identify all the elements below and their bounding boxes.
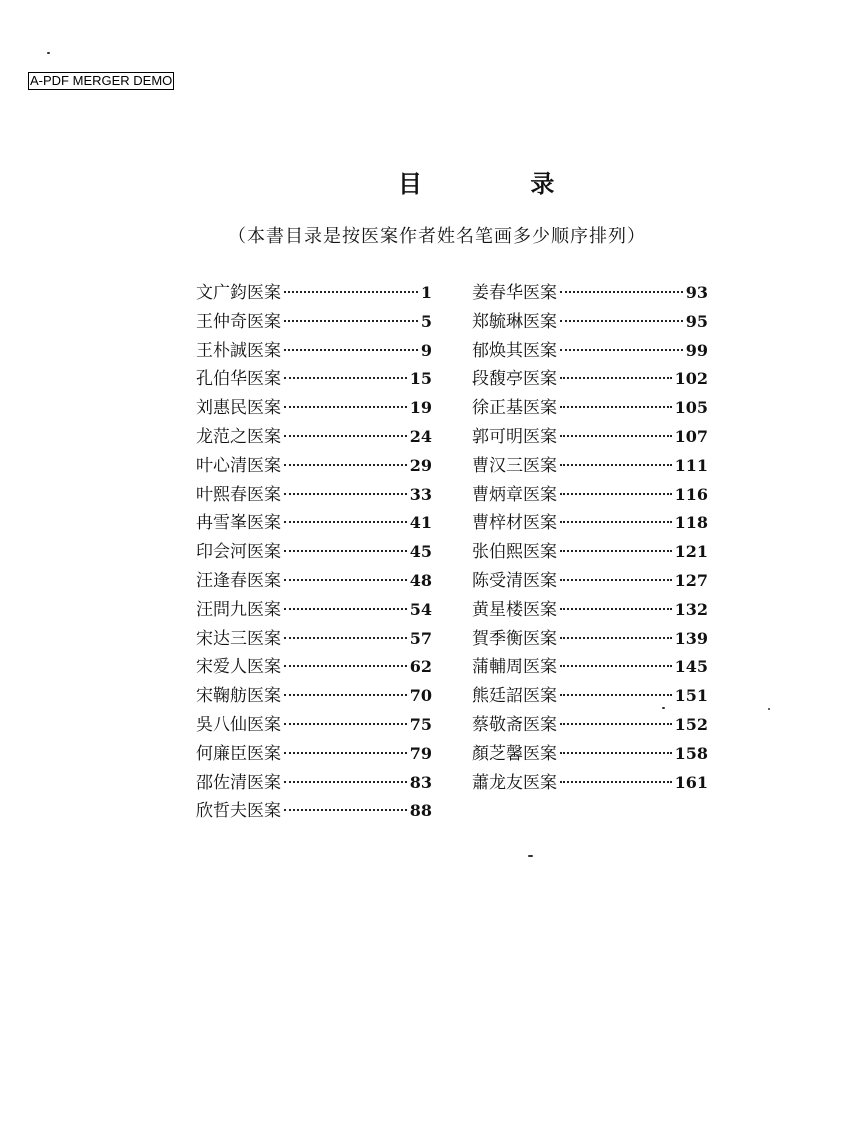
toc-entry (472, 538, 708, 567)
toc-entry-leader (284, 780, 407, 783)
toc-entry (196, 394, 432, 423)
toc-entry-page: 111 (674, 455, 708, 475)
toc-entry-leader (560, 578, 672, 581)
toc-entry-page: 1 (420, 283, 432, 302)
toc-entry (472, 625, 708, 654)
toc-entry (196, 481, 432, 510)
toc-entry-page: 161 (674, 772, 708, 792)
toc-entry (196, 567, 432, 596)
toc-entry (196, 423, 432, 452)
toc-entry-leader (560, 348, 683, 351)
toc-entry (196, 452, 432, 481)
toc-entry-name: 曹梓材医案 (472, 513, 557, 534)
toc-entry-leader (560, 376, 672, 379)
toc-entry-name: 叶心清医案 (196, 455, 281, 476)
toc-entry (472, 567, 708, 596)
toc-entry-page: 105 (674, 398, 708, 418)
toc-entry-page: 54 (409, 599, 432, 619)
toc-entry-name: 郁焕其医案 (472, 340, 557, 361)
toc-entry-page: 5 (420, 311, 432, 331)
toc-entry-leader (284, 319, 418, 322)
toc-entry-leader (560, 693, 672, 696)
toc-entry-name: 王仲奇医案 (196, 311, 281, 332)
toc-entry (472, 682, 708, 711)
toc-entry-name: 文广鈞医案 (196, 283, 281, 303)
toc-entry-leader (560, 405, 672, 408)
page-title: 目 录 (398, 169, 605, 198)
toc-entry (196, 308, 432, 337)
toc-entry-page: 41 (409, 513, 432, 533)
toc-entry (472, 452, 708, 481)
toc-entry-leader (284, 664, 407, 667)
toc-entry-leader (560, 319, 683, 322)
toc-entry-page: 99 (685, 340, 708, 360)
toc-entry-page: 79 (409, 743, 432, 763)
toc-entry (196, 653, 432, 682)
toc-entry-name: 宋达三医案 (196, 628, 281, 649)
toc-entry (472, 509, 708, 538)
toc-entry-leader (284, 607, 407, 610)
toc-entry-leader (560, 751, 672, 754)
toc-entry-name: 冉雪峯医案 (196, 513, 281, 534)
toc-entry (196, 740, 432, 769)
toc-entry-page: 95 (685, 311, 708, 331)
toc-entry-name: 汪逢春医案 (196, 570, 281, 591)
toc-entry-name: 叶熙春医案 (196, 484, 281, 505)
toc-entry-name: 张伯熙医案 (472, 542, 557, 563)
toc-entry (472, 711, 708, 740)
toc-left-column (196, 279, 432, 826)
toc-entry-page: 121 (674, 542, 708, 562)
toc-entry-name: 黄星楼医案 (472, 599, 557, 620)
toc-entry-page: 19 (409, 398, 432, 418)
toc-entry-page: 33 (409, 484, 432, 504)
toc-right-column (472, 279, 708, 797)
toc-entry-page: 62 (409, 657, 432, 677)
toc-entry (196, 711, 432, 740)
toc-entry-name: 何廉臣医案 (196, 743, 281, 764)
toc-entry-leader (560, 780, 672, 783)
toc-entry-page: 116 (674, 484, 708, 504)
toc-entry (472, 279, 708, 308)
toc-entry-page: 102 (674, 369, 708, 389)
toc-entry-leader (284, 520, 407, 523)
toc-entry-leader (560, 607, 672, 610)
toc-entry-name: 徐正基医案 (472, 398, 557, 419)
toc-entry-name: 欣哲夫医案 (196, 801, 281, 822)
toc-entry-page: 152 (674, 714, 708, 734)
toc-entry (196, 279, 432, 308)
toc-entry (472, 365, 708, 394)
toc-entry-leader (284, 348, 418, 351)
toc-entry (472, 481, 708, 510)
toc-entry-leader (284, 751, 407, 754)
toc-entry-page: 151 (674, 686, 708, 706)
toc-entry-leader (284, 376, 407, 379)
toc-entry-page: 127 (674, 570, 708, 590)
toc-entry-leader (284, 636, 407, 639)
toc-entry-page: 132 (674, 599, 708, 619)
toc-entry-leader (560, 520, 672, 523)
toc-entry-leader (284, 578, 407, 581)
toc-entry-name: 邵佐清医案 (196, 772, 281, 793)
toc-entry-page: 158 (674, 743, 708, 763)
toc-entry-leader (284, 722, 407, 725)
toc-entry-page: 93 (685, 283, 708, 302)
toc-entry (196, 682, 432, 711)
toc-entry-name: 龙范之医案 (196, 426, 281, 447)
toc-entry (196, 797, 432, 826)
toc-entry-name: 陈受清医案 (472, 570, 557, 591)
scan-speck (768, 708, 770, 710)
toc-entry-page: 15 (409, 369, 432, 389)
toc-entry-leader (284, 492, 407, 495)
toc-entry (196, 337, 432, 366)
toc-entry-name: 宋鞠舫医案 (196, 686, 281, 707)
toc-entry-page: 83 (409, 772, 432, 792)
toc-entry-page: 75 (409, 714, 432, 734)
toc-entry-page: 88 (409, 801, 432, 821)
toc-entry-page: 29 (409, 455, 432, 475)
toc-entry (196, 596, 432, 625)
toc-entry-name: 姜春华医案 (472, 283, 557, 303)
scan-speck (528, 855, 533, 857)
toc-entry (196, 538, 432, 567)
scan-speck (662, 707, 665, 709)
page-subtitle: （本書目录是按医案作者姓名笔画多少顺序排列） (228, 226, 646, 247)
toc-entry (196, 625, 432, 654)
toc-entry-page: 139 (674, 628, 708, 648)
toc-entry (472, 653, 708, 682)
toc-entry (472, 596, 708, 625)
scan-speck (47, 52, 50, 54)
toc-entry-leader (284, 290, 418, 293)
toc-entry-page: 45 (409, 542, 432, 562)
toc-entry-leader (284, 405, 407, 408)
toc-entry-leader (284, 693, 407, 696)
toc-entry-leader (560, 664, 672, 667)
toc-entry-leader (560, 463, 672, 466)
toc-entry-page: 145 (674, 657, 708, 677)
toc-entry-name: 印会河医案 (196, 542, 281, 563)
toc-entry-name: 曹汉三医案 (472, 455, 557, 476)
toc-entry (472, 769, 708, 798)
toc-entry-name: 汪問九医案 (196, 599, 281, 620)
toc-entry-leader (284, 808, 407, 811)
toc-entry-page: 48 (409, 570, 432, 590)
toc-entry (196, 509, 432, 538)
toc-entry-leader (560, 549, 672, 552)
toc-entry-leader (560, 492, 672, 495)
toc-entry-page: 118 (674, 513, 708, 533)
toc-entry-name: 蔡敬斋医案 (472, 714, 557, 735)
toc-entry-page: 70 (409, 686, 432, 706)
toc-entry-name: 熊廷詔医案 (472, 686, 557, 707)
toc-entry (472, 740, 708, 769)
toc-entry-leader (560, 636, 672, 639)
toc-entry-name: 宋爱人医案 (196, 657, 281, 678)
toc-entry (196, 365, 432, 394)
toc-entry (472, 308, 708, 337)
toc-entry-page: 107 (674, 426, 708, 446)
toc-entry-name: 吳八仙医案 (196, 714, 281, 735)
toc-entry-leader (284, 434, 407, 437)
toc-entry-page: 24 (409, 426, 432, 446)
toc-entry-leader (284, 463, 407, 466)
toc-entry (196, 769, 432, 798)
toc-entry (472, 423, 708, 452)
toc-entry-page: 57 (409, 628, 432, 648)
toc-entry-name: 王朴誠医案 (196, 340, 281, 361)
toc-entry (472, 337, 708, 366)
toc-entry-name: 曹炳章医案 (472, 484, 557, 505)
toc-entry-name: 蒲輔周医案 (472, 657, 557, 678)
toc-entry-leader (560, 722, 672, 725)
watermark-label: A-PDF MERGER DEMO (30, 73, 173, 88)
toc-entry-leader (284, 549, 407, 552)
toc-entry-name: 賀季衡医案 (472, 628, 557, 649)
toc-entry-name: 段馥亭医案 (472, 369, 557, 390)
toc-entry-name: 郭可明医案 (472, 426, 557, 447)
toc-entry (472, 394, 708, 423)
toc-entry-name: 刘惠民医案 (196, 398, 281, 419)
toc-entry-page: 9 (420, 340, 432, 360)
toc-entry-name: 蕭龙友医案 (472, 772, 557, 793)
toc-entry-leader (560, 434, 672, 437)
toc-entry-leader (560, 290, 683, 293)
toc-entry-name: 孔伯华医案 (196, 369, 281, 390)
toc-entry-name: 郑毓琳医案 (472, 311, 557, 332)
toc-entry-name: 顏芝馨医案 (472, 743, 557, 764)
